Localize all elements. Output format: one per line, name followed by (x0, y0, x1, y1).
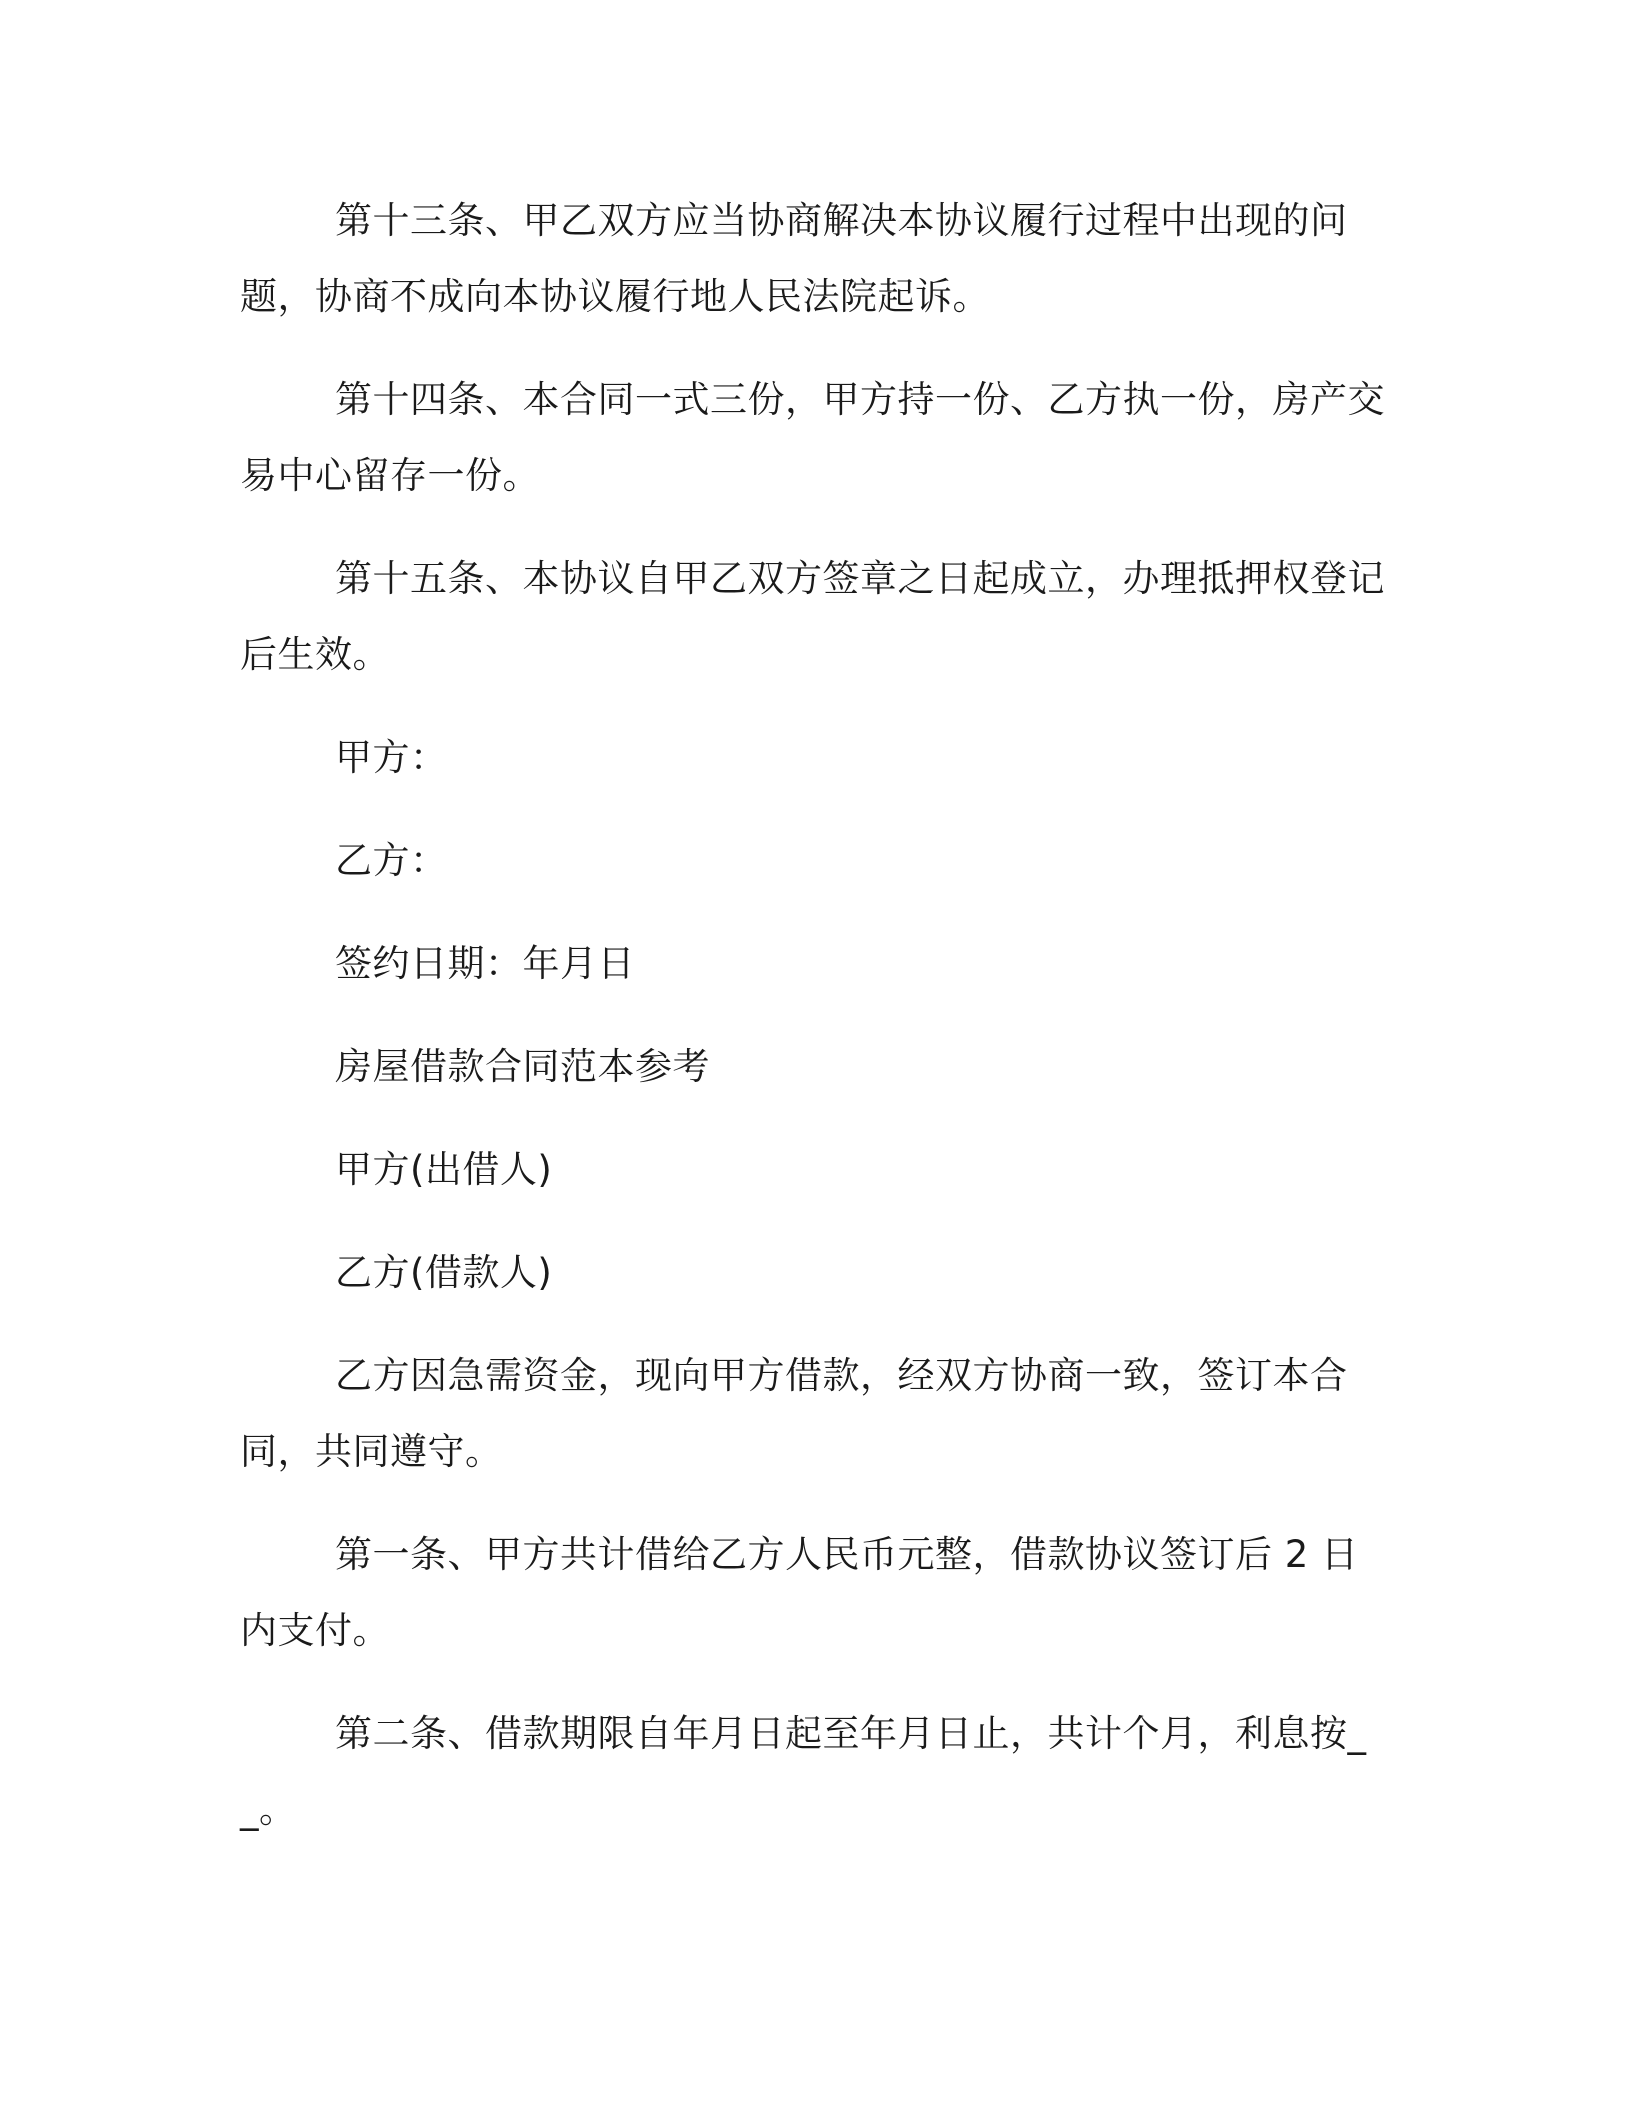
contract-title: 房屋借款合同范本参考 (335, 1045, 710, 1088)
clause-14-paragraph: 第十四条、本合同一式三份，甲方持一份、乙方执一份，房产交易中心留存一份。 (240, 378, 1385, 497)
clause-1-paragraph: 第一条、甲方共计借给乙方人民币元整，借款协议签订后 2 日内支付。 (240, 1533, 1359, 1652)
party-b-signature-line: 乙方： (335, 839, 448, 882)
signing-date-line: 签约日期：年月日 (335, 942, 635, 985)
clause-15-paragraph: 第十五条、本协议自甲乙双方签章之日起成立，办理抵押权登记后生效。 (240, 557, 1385, 676)
borrower-party-line: 乙方(借款人) (335, 1251, 553, 1294)
preamble-paragraph: 乙方因急需资金，现向甲方借款，经双方协商一致，签订本合同，共同遵守。 (240, 1354, 1348, 1473)
lender-party-line: 甲方(出借人) (335, 1148, 553, 1191)
party-a-signature-line: 甲方： (335, 736, 448, 779)
clause-13-paragraph: 第十三条、甲乙双方应当协商解决本协议履行过程中出现的问题，协商不成向本协议履行地人民法院起诉。 (240, 199, 1348, 318)
document-body (240, 183, 1390, 1875)
clause-2-paragraph: 第二条、借款期限自年月日起至年月日止，共计个月，利息按__。 (240, 1712, 1367, 1831)
